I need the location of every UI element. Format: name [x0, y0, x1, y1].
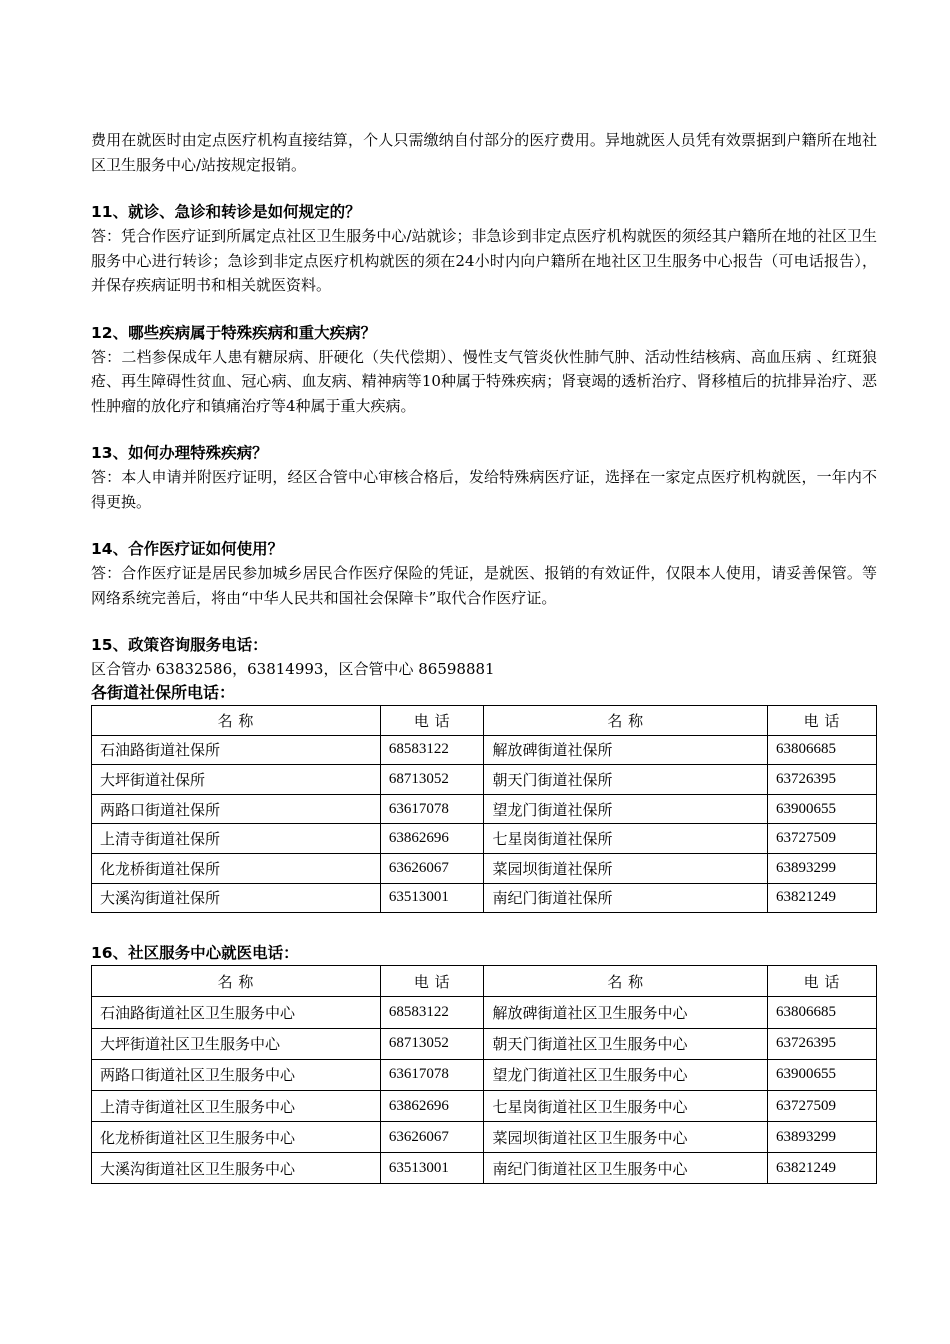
qa-block-12: [91, 321, 877, 419]
section-16-heading: 16、社区服务中心就医电话：: [91, 944, 299, 963]
center-phone: 63727509: [767, 1090, 876, 1121]
center-name: 石油路街道社区卫生服务中心: [92, 997, 381, 1028]
center-name: 化龙桥街道社区卫生服务中心: [92, 1122, 381, 1153]
social-security-phone-table: [91, 705, 877, 913]
center-name: 大溪沟街道社区卫生服务中心: [92, 1153, 381, 1184]
table-row: [92, 997, 877, 1028]
office-name: 大坪街道社保所: [92, 765, 381, 795]
table-row: [92, 735, 877, 765]
question-heading: 14、合作医疗证如何使用？: [91, 540, 284, 558]
center-name: 两路口街道社区卫生服务中心: [92, 1059, 381, 1090]
table-row: [92, 1090, 877, 1121]
street-office-subheading: 各街道社保所电话：: [91, 683, 236, 702]
health-center-phone-table: [91, 965, 877, 1184]
table-row: [92, 1122, 877, 1153]
center-name: 七星岗街道社区卫生服务中心: [484, 1090, 767, 1121]
table-header-row: [92, 706, 877, 736]
center-phone: 63617078: [380, 1059, 484, 1090]
header-phone: 电 话: [380, 966, 484, 997]
center-name: 望龙门街道社区卫生服务中心: [484, 1059, 767, 1090]
qa-block-11: [91, 200, 877, 298]
center-name: 南纪门街道社区卫生服务中心: [484, 1153, 767, 1184]
center-phone: 63893299: [767, 1122, 876, 1153]
table-row: [92, 824, 877, 854]
answer-paragraph: 答：本人申请并附医疗证明，经区合管中心审核合格后，发给特殊病医疗证，选择在一家定点医疗机构就医，一年内不得更换。: [91, 468, 877, 511]
center-name: 大坪街道社区卫生服务中心: [92, 1028, 381, 1059]
document-page: [91, 128, 877, 1184]
section-16: [91, 941, 877, 965]
office-phone: 63726395: [767, 765, 876, 795]
office-name: 石油路街道社保所: [92, 735, 381, 765]
consult-phone-line: 区合管办 63832586，63814993，区合管中心 86598881: [91, 660, 495, 678]
header-name: 名 称: [92, 966, 381, 997]
office-name: 南纪门街道社保所: [484, 883, 767, 913]
office-name: 大溪沟街道社保所: [92, 883, 381, 913]
center-phone: 68583122: [380, 997, 484, 1028]
office-name: 上清寺街道社保所: [92, 824, 381, 854]
center-phone: 63726395: [767, 1028, 876, 1059]
intro-paragraph: 费用在就医时由定点医疗机构直接结算，个人只需缴纳自付部分的医疗费用。异地就医人员凭有效票据到户籍所在地社区卫生服务中心/站按规定报销。: [91, 131, 877, 174]
table-row: [92, 853, 877, 883]
center-phone: 63821249: [767, 1153, 876, 1184]
answer-paragraph: 答：合作医疗证是居民参加城乡居民合作医疗保险的凭证，是就医、报销的有效证件，仅限本人使用，请妥善保管。等网络系统完善后，将由“中华人民共和国社会保障卡”取代合作医疗证。: [91, 564, 877, 607]
office-phone: 63893299: [767, 853, 876, 883]
table-row: [92, 794, 877, 824]
header-phone: 电 话: [380, 706, 484, 736]
office-phone: 63617078: [380, 794, 484, 824]
header-phone: 电 话: [767, 706, 876, 736]
qa-block-13: [91, 441, 877, 514]
center-name: 解放碑街道社区卫生服务中心: [484, 997, 767, 1028]
header-name: 名 称: [92, 706, 381, 736]
answer-paragraph: 答：凭合作医疗证到所属定点社区卫生服务中心/站就诊；非急诊到非定点医疗机构就医的须经其户籍所在地的社区卫生服务中心进行转诊；急诊到非定点医疗机构就医的须在24小时内向户籍所在地社区卫生服务中心报告（可电话报告），并保存疾病证明书和相关就医资料。: [91, 227, 877, 294]
office-phone: 63862696: [380, 824, 484, 854]
table-row: [92, 1028, 877, 1059]
office-name: 朝天门街道社保所: [484, 765, 767, 795]
table-row: [92, 765, 877, 795]
center-phone: 63513001: [380, 1153, 484, 1184]
office-phone: 63513001: [380, 883, 484, 913]
center-phone: 63862696: [380, 1090, 484, 1121]
office-phone: 68713052: [380, 765, 484, 795]
question-heading: 11、就诊、急诊和转诊是如何规定的？: [91, 203, 361, 221]
office-phone: 63806685: [767, 735, 876, 765]
section-15-heading: 15、政策咨询服务电话：: [91, 636, 268, 654]
office-phone: 63626067: [380, 853, 484, 883]
header-name: 名 称: [484, 706, 767, 736]
table-row: [92, 883, 877, 913]
office-phone: 63821249: [767, 883, 876, 913]
center-phone: 63626067: [380, 1122, 484, 1153]
answer-paragraph: 答：二档参保成年人患有糖尿病、肝硬化（失代偿期）、慢性支气管炎伙性肺气肿、活动性结核病、高血压病 、红斑狼疮、再生障碍性贫血、冠心病、血友病、精神病等10种属于特殊疾病；肾衰竭的透析治疗、肾移植后的抗排异治疗、恶性肿瘤的放化疗和镇痛治疗等4种属于重大疾病。: [91, 347, 877, 415]
center-name: 菜园坝街道社区卫生服务中心: [484, 1122, 767, 1153]
question-heading: 12、哪些疾病属于特殊疾病和重大疾病？: [91, 323, 377, 342]
center-phone: 63806685: [767, 997, 876, 1028]
question-heading: 13、如何办理特殊疾病？: [91, 444, 268, 462]
table-row: [92, 1059, 877, 1090]
office-name: 解放碑街道社保所: [484, 735, 767, 765]
center-name: 朝天门街道社区卫生服务中心: [484, 1028, 767, 1059]
office-phone: 63900655: [767, 794, 876, 824]
section-15: [91, 633, 877, 705]
center-name: 上清寺街道社区卫生服务中心: [92, 1090, 381, 1121]
office-name: 菜园坝街道社保所: [484, 853, 767, 883]
office-name: 七星岗街道社保所: [484, 824, 767, 854]
office-name: 两路口街道社保所: [92, 794, 381, 824]
center-phone: 68713052: [380, 1028, 484, 1059]
office-name: 化龙桥街道社保所: [92, 853, 381, 883]
office-name: 望龙门街道社保所: [484, 794, 767, 824]
header-phone: 电 话: [767, 966, 876, 997]
office-phone: 63727509: [767, 824, 876, 854]
office-phone: 68583122: [380, 735, 484, 765]
header-name: 名 称: [484, 966, 767, 997]
center-phone: 63900655: [767, 1059, 876, 1090]
qa-block-14: [91, 537, 877, 610]
table-row: [92, 1153, 877, 1184]
table-header-row: [92, 966, 877, 997]
